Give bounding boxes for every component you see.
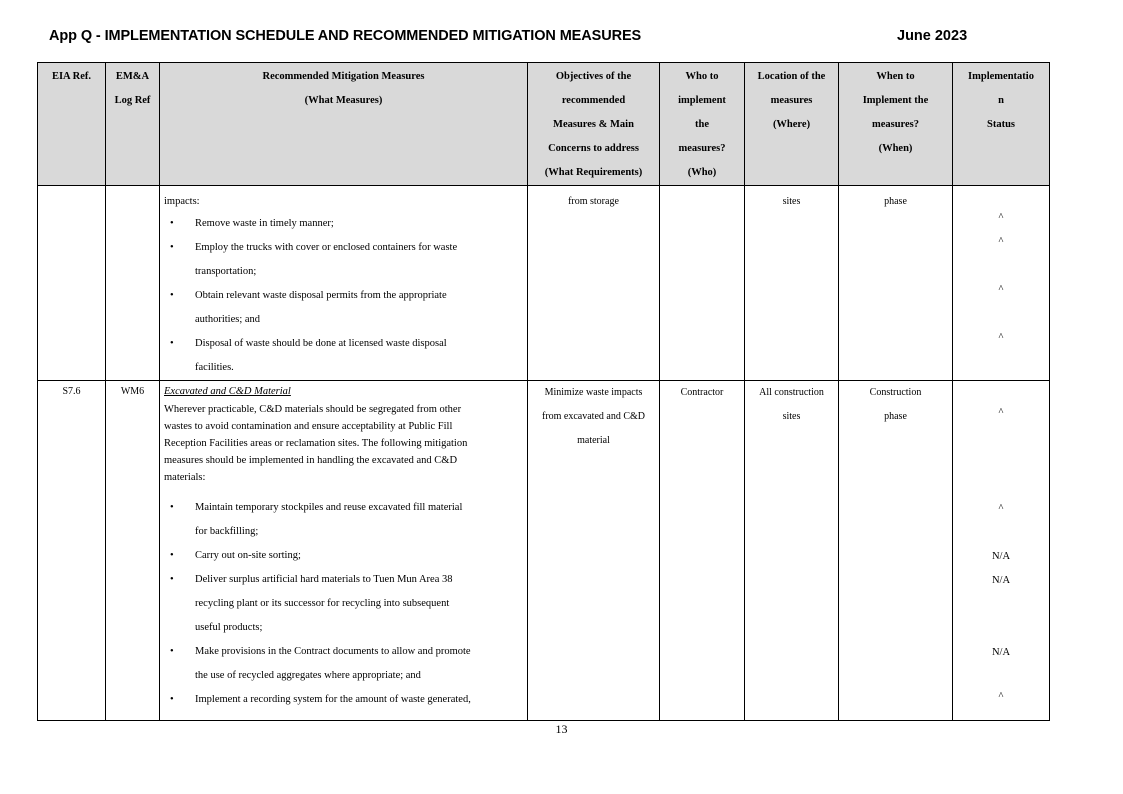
status-cell [953, 186, 1050, 381]
measures-list [164, 496, 523, 712]
objectives-cell: Minimize waste impacts from excavated and C&D material [528, 381, 660, 721]
status-mark: ^ [998, 332, 1004, 343]
col-header-mitigation-measures: Recommended Mitigation Measures (What Measures) [160, 63, 528, 186]
measures-paragraph: Wherever practicable, C&D materials should be segregated from other wastes to avoid contamination and ensure acceptability at Public Fill Reception Facilities areas or reclamation sites. The following mitigation measures should be implemented in handling the excavated and C&D materials: [164, 404, 468, 483]
list-item: • Disposal of waste should be done at licensed waste disposal facilities. [170, 338, 447, 373]
list-item: • Employ the trucks with cover or enclosed containers for waste transportation; [170, 242, 458, 277]
when-cell: phase [839, 186, 953, 381]
list-item: • Deliver surplus artificial hard materials to Tuen Mun Area 38 recycling plant or its successor for recycling into subsequent useful products; [170, 574, 453, 633]
status-mark: ^ [998, 407, 1004, 418]
document-title: App Q - IMPLEMENTATION SCHEDULE AND RECOMMENDED MITIGATION MEASURES [49, 28, 642, 44]
page-number: 13 [555, 722, 568, 736]
measures-cell [160, 186, 528, 381]
who-cell [660, 186, 745, 381]
document-date: June 2023 [897, 28, 968, 44]
status-mark: ^ [998, 503, 1004, 514]
table-row [38, 186, 1050, 381]
objectives-cell: from storage [528, 186, 660, 381]
implementation-schedule-table [37, 62, 1050, 721]
measures-heading: Excavated and C&D Material [164, 386, 291, 397]
who-cell: Contractor [660, 381, 745, 721]
when-cell: Construction phase [839, 381, 953, 721]
status-mark: ^ [998, 691, 1004, 702]
status-cell [953, 381, 1050, 721]
measures-list [164, 212, 523, 380]
list-item: • Remove waste in timely manner; [170, 218, 334, 229]
col-header-when: When to Implement the measures? (When) [839, 63, 953, 186]
list-item: • Obtain relevant waste disposal permits from the appropriate authorities; and [170, 290, 447, 325]
list-item: • Maintain temporary stockpiles and reuse excavated fill material for backfilling; [170, 502, 463, 537]
list-item: • Make provisions in the Contract documents to allow and promote the use of recycled aggregates where appropriate; and [170, 646, 471, 681]
col-header-implementation-status: Implementatio n Status [953, 63, 1050, 186]
list-item: • Carry out on-site sorting; [170, 550, 301, 561]
table-header-row [38, 63, 1050, 186]
status-mark: N/A [991, 575, 1011, 586]
status-mark: N/A [991, 551, 1011, 562]
col-header-ema-log-ref: EM&A Log Ref [106, 63, 160, 186]
eia-ref-cell: S7.6 [38, 381, 106, 721]
table-row [38, 381, 1050, 721]
col-header-objectives: Objectives of the recommended Measures & Main Concerns to address (What Requirements) [528, 63, 660, 186]
status-mark: ^ [998, 236, 1004, 247]
status-mark: ^ [998, 284, 1004, 295]
measures-cell [160, 381, 528, 721]
col-header-who: Who to implement the measures? (Who) [660, 63, 745, 186]
col-header-where: Location of the measures (Where) [745, 63, 839, 186]
log-ref-cell [106, 186, 160, 381]
eia-ref-cell [38, 186, 106, 381]
col-header-eia-ref: EIA Ref. [38, 63, 106, 186]
where-cell: All construction sites [745, 381, 839, 721]
status-mark: N/A [991, 647, 1011, 658]
measures-intro: impacts: [164, 196, 200, 207]
list-item: • Implement a recording system for the amount of waste generated, [170, 694, 471, 705]
where-cell: sites [745, 186, 839, 381]
status-mark: ^ [998, 212, 1004, 223]
log-ref-cell: WM6 [106, 381, 160, 721]
